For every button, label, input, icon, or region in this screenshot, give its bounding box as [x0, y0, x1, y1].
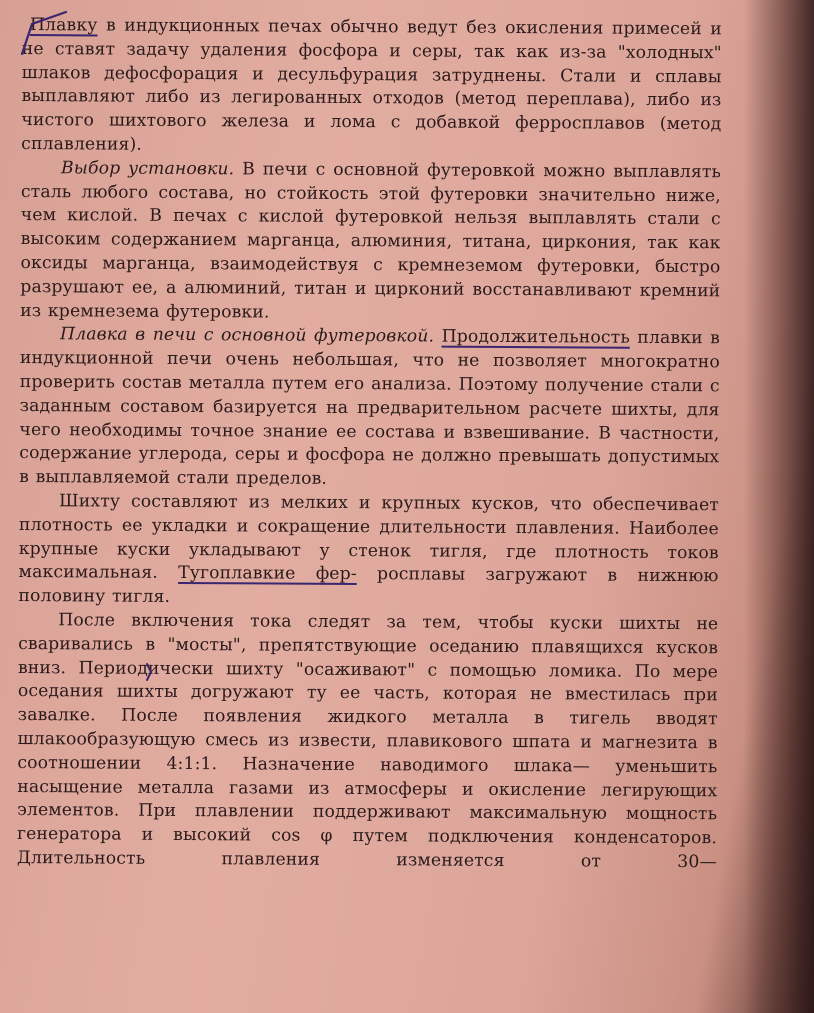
paragraph-3-text: плавки в индукционной печи очень небольшая, что не позволяет многократно проверить состав металла путем его анализа. Поэтому получение стали с заданным составом базируется на предварительном расчете шихты, для чего необходимы точное знание ее состава и взвешивание. В частности, содержание углерода, серы и фосфора не должно превышать допустимых в выплавляемой стали пределов. — [19, 328, 721, 490]
paragraph-2-text: В печи с основной футеровкой можно выплавлять сталь любого состава, но стойкость этой футеровки значительно ниже, чем кислой. В печах с кислой футеровкой нельзя выплавлять стали с высоким содержанием марганца, алюминия, титана, циркония, так как оксиды марганца, взаимодействуя с кремнеземом футеровки, быстро разрушают ее, а алюминий, титан и цирконий восстанавливают кремний из кремнезема футеровки. — [20, 159, 722, 323]
paragraph-smelting-intro — [21, 14, 722, 161]
paragraph-4-text: Шихту составляют из мелких и крупных кусков, что обеспечивает плотность ее укладки и сокращение длительности плавления. Наиболее крупные куски укладывают у стенок тигля, где плотность токов максимальная. — [18, 491, 720, 584]
paragraph-4-tail: росплавы загружают в нижнюю половину тигля. — [18, 564, 719, 608]
underlined-phrase-refractory: Тугоплавкие фер- — [178, 563, 357, 585]
paragraph-basic-lining-smelting — [19, 323, 720, 494]
paragraph-1-text: в индукционных печах обычно ведут без окисления примесей и не ставят задачу удаления фосфора и серы, так как из-за "холодных" шлаков дефосфорация и десульфурация затруднены. Стали и сплавы выплавляют либо из легированных отходов (метод переплава), либо из чистого шихтового железа и лома с добавкой ферросплавов (метод сплавления). — [21, 15, 722, 155]
section-heading-furnace-choice: Выбор установки. — [60, 158, 235, 180]
paragraph-melting-process — [17, 609, 719, 875]
underlined-word-plavku: Плавку — [29, 15, 98, 36]
section-heading-basic-lining: Плавка в печи с основной футеровкой. — [59, 324, 435, 347]
underlined-word-duration: Продолжительность — [441, 326, 630, 349]
paragraph-charge-loading — [18, 490, 719, 613]
book-page — [16, 14, 722, 1008]
paragraph-furnace-choice — [20, 157, 721, 328]
paragraph-5-text: После включения тока следят за тем, чтобы куски шихты не сваривались в "мосты", препятствующие оседанию плавящихся кусков вниз. Периодически шихту "осаживают" с помощью ломика. По мере оседания шихты догружают ту ее часть, которая не вместилась при завалке. После появления жидкого металла в тигель вводят шлакообразующую смесь из извести, плавикового шпата и магнезита в соотношении 4:1:1. Назначение наводимого шлака— уменьшить насыщение металла газами из атмосферы и окисление легирующих элементов. При плавлении поддерживают максимальную мощность генератора и высокий cos φ путем подключения конденсаторов. Длительность плавления изменяется от 30— — [16, 610, 719, 873]
book-binding-shadow — [744, 0, 814, 1013]
